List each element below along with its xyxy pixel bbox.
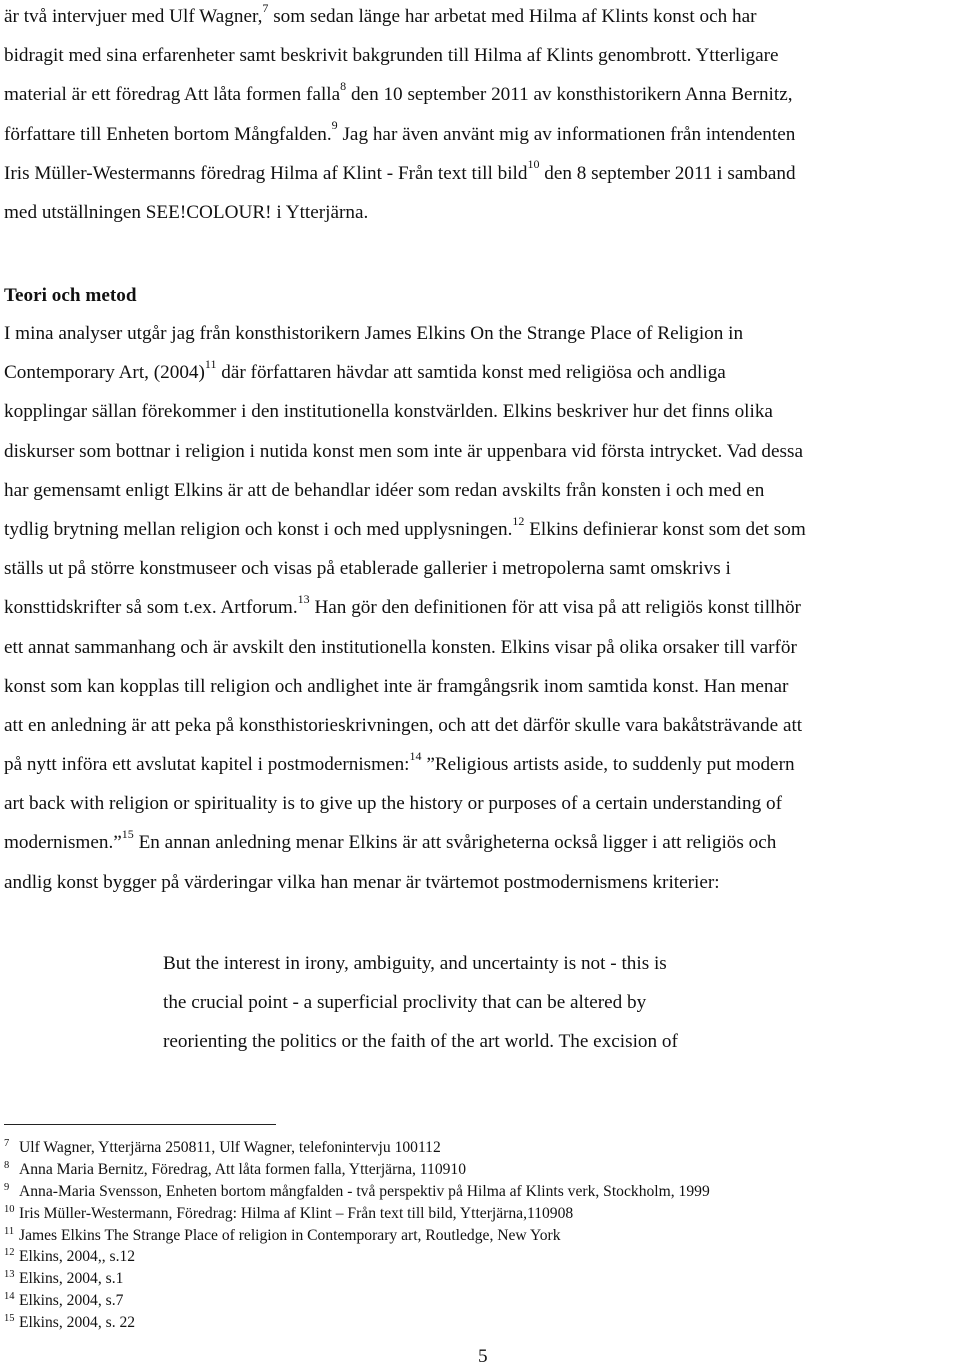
- footnote-text: Anna-Maria Svensson, Enheten bortom mångfalden - två perspektiv på Hilma af Klints verk, Stockholm, 1999: [19, 1182, 710, 1200]
- footnote-number: 7: [4, 1138, 10, 1149]
- text-segment: andlig konst bygger på värderingar vilka han menar är tvärtemot postmodernismens kriterier:: [4, 871, 720, 893]
- footnote-text: Iris Müller-Westermann, Föredrag: Hilma af Klint – Från text till bild, Ytterjärna,110908: [19, 1204, 574, 1222]
- text-segment: kopplingar sällan förekommer i den institutionella konstvärlden. Elkins beskriver hur det finns olika: [4, 401, 773, 423]
- text-segment: författare till Enheten bortom Mångfalden.: [4, 123, 332, 145]
- text-line: [4, 706, 806, 745]
- text-segment: Iris Müller-Westermanns föredrag Hilma af Klint - Från text till bild: [4, 162, 528, 184]
- text-segment: har gemensamt enligt Elkins är att de behandlar idéer som redan avskilts från konsten i och med en: [4, 479, 765, 501]
- text-line: [4, 392, 806, 431]
- text-segment: den 10 september 2011 av konsthistorikern Anna Bernitz,: [346, 84, 793, 106]
- text-segment: Elkins definierar konst som det som: [524, 518, 806, 540]
- footnote-reference[interactable]: 9: [331, 118, 338, 133]
- text-segment: att en anledning är att peka på konsthistorieskrivningen, och att det därför skulle vara bakåtsträvande att: [4, 714, 803, 736]
- footnote: [4, 1268, 710, 1290]
- text-line: [4, 154, 796, 193]
- text-segment: konsttidskrifter så som t.ex. Artforum.: [4, 597, 298, 619]
- text-segment: konst som kan kopplas till religion och andlighet inte är framgångsrik inom samtida konst. Han menar: [4, 675, 789, 697]
- text-line: [4, 353, 806, 392]
- text-line: [4, 823, 806, 862]
- text-segment: är två intervjuer med Ulf Wagner,: [4, 6, 263, 27]
- quote-line: the crucial point - a superficial proclivity that can be altered by: [163, 992, 647, 1013]
- footnote: [4, 1246, 710, 1268]
- text-segment: på nytt införa ett avslutat kapitel i postmodernismen:: [4, 754, 410, 776]
- footnote-text: Elkins, 2004, s.7: [19, 1292, 124, 1310]
- footnote: [4, 1181, 710, 1203]
- text-line: [4, 193, 796, 232]
- text-line: [4, 784, 806, 823]
- text-segment: som sedan länge har arbetat med Hilma af Klints konst och har: [268, 6, 757, 27]
- text-segment: Han gör den definitionen för att visa på att religiös konst tillhör: [309, 597, 801, 619]
- text-line: [4, 36, 796, 75]
- text-segment: diskurser som bottnar i religion i nutida konst men som inte är uppenbara vid första intrycket. Vad dessa: [4, 440, 803, 462]
- footnote-text: James Elkins The Strange Place of religion in Contemporary art, Routledge, New York: [19, 1226, 561, 1244]
- footnote-number: 10: [4, 1203, 15, 1215]
- footnote-number: 8: [4, 1159, 10, 1171]
- text-line: [4, 115, 796, 154]
- text-line: [4, 667, 806, 706]
- text-segment: ett annat sammanhang och är avskilt den institutionella konsten. Elkins visar på olika orsaker till varför: [4, 636, 797, 658]
- footnote-number: 13: [4, 1269, 15, 1281]
- footnote-text: Elkins, 2004, s.1: [19, 1270, 124, 1288]
- footnote-text: Elkins, 2004,, s.12: [19, 1248, 136, 1266]
- text-segment: bidragit med sina erfarenheter samt beskrivit bakgrunden till Hilma af Klints genombrott. Ytterligare: [4, 45, 779, 67]
- paragraph-theory: [4, 314, 806, 902]
- footnote-number: 11: [4, 1225, 15, 1237]
- text-segment: Jag har även använt mig av informationen från intendenten: [337, 123, 796, 145]
- footnote: [4, 1159, 710, 1181]
- text-line: [4, 432, 806, 471]
- text-segment: modernismen.”: [4, 832, 122, 854]
- text-line: [4, 628, 806, 667]
- footnote-reference[interactable]: 12: [512, 513, 525, 528]
- footnote-reference[interactable]: 15: [121, 827, 134, 842]
- text-segment: art back with religion or spirituality is to give up the history or purposes of a certain understanding of: [4, 793, 782, 815]
- footnote-number: 14: [4, 1291, 15, 1303]
- text-segment: med utställningen SEE!COLOUR! i Ytterjärna.: [4, 201, 369, 223]
- text-segment: material är ett föredrag Att låta formen falla: [4, 84, 341, 106]
- footnote-number: 12: [4, 1247, 15, 1259]
- footnote: [4, 1290, 710, 1312]
- text-segment: tydlig brytning mellan religion och konst i och med upplysningen.: [4, 518, 513, 540]
- text-line: [4, 314, 806, 353]
- text-line: [4, 510, 806, 549]
- text-line: [4, 745, 806, 784]
- footnote: [4, 1137, 710, 1159]
- footnote-number: 9: [4, 1181, 10, 1193]
- text-line: [4, 549, 806, 588]
- footnote-reference[interactable]: 10: [527, 157, 540, 172]
- footnote: [4, 1312, 710, 1334]
- text-line: [4, 588, 806, 627]
- text-line: [4, 471, 806, 510]
- footnote-reference[interactable]: 14: [409, 748, 422, 763]
- text-segment: ställs ut på större konstmuseer och visas på etablerade gallerier i metropolerna samt omskrivs i: [4, 558, 731, 580]
- text-line: [4, 75, 796, 114]
- footnote-reference[interactable]: 13: [297, 591, 310, 606]
- text-line: [4, 863, 806, 902]
- footnote: [4, 1203, 710, 1225]
- footnote-reference[interactable]: 7: [262, 0, 269, 15]
- quote-line: reorienting the politics or the faith of the art world. The excision of: [163, 1031, 678, 1052]
- page-number: 5: [478, 1346, 488, 1367]
- paragraph-sources: [4, 0, 796, 232]
- footnote-text: Ulf Wagner, Ytterjärna 250811, Ulf Wagner, telefonintervju 100112: [19, 1139, 441, 1156]
- text-line: [4, 0, 796, 36]
- footnote: [4, 1225, 710, 1247]
- footnotes-list: [4, 1137, 710, 1334]
- section-heading: Teori och metod: [4, 285, 137, 306]
- footnote-number: 15: [4, 1313, 15, 1325]
- footnote-text: Elkins, 2004, s. 22: [19, 1314, 136, 1332]
- footnote-text: Anna Maria Bernitz, Föredrag, Att låta formen falla, Ytterjärna, 110910: [19, 1160, 467, 1178]
- text-segment: I mina analyser utgår jag från konsthistorikern James Elkins On the Strange Place of Religion in: [4, 323, 744, 344]
- text-segment: där författaren hävdar att samtida konst med religiösa och andliga: [216, 362, 726, 384]
- text-segment: Contemporary Art, (2004): [4, 362, 205, 384]
- footnote-reference[interactable]: 8: [340, 78, 347, 93]
- footnote-reference[interactable]: 11: [204, 356, 217, 371]
- text-segment: ”Religious artists aside, to suddenly put modern: [421, 754, 795, 776]
- text-segment: En annan anledning menar Elkins är att svårigheterna också ligger i att religiös och: [133, 832, 777, 854]
- footnote-divider: [4, 1124, 276, 1125]
- quote-line: But the interest in irony, ambiguity, and uncertainty is not - this is: [163, 953, 667, 974]
- text-segment: den 8 september 2011 i samband: [539, 162, 796, 184]
- block-quote: [163, 944, 678, 1061]
